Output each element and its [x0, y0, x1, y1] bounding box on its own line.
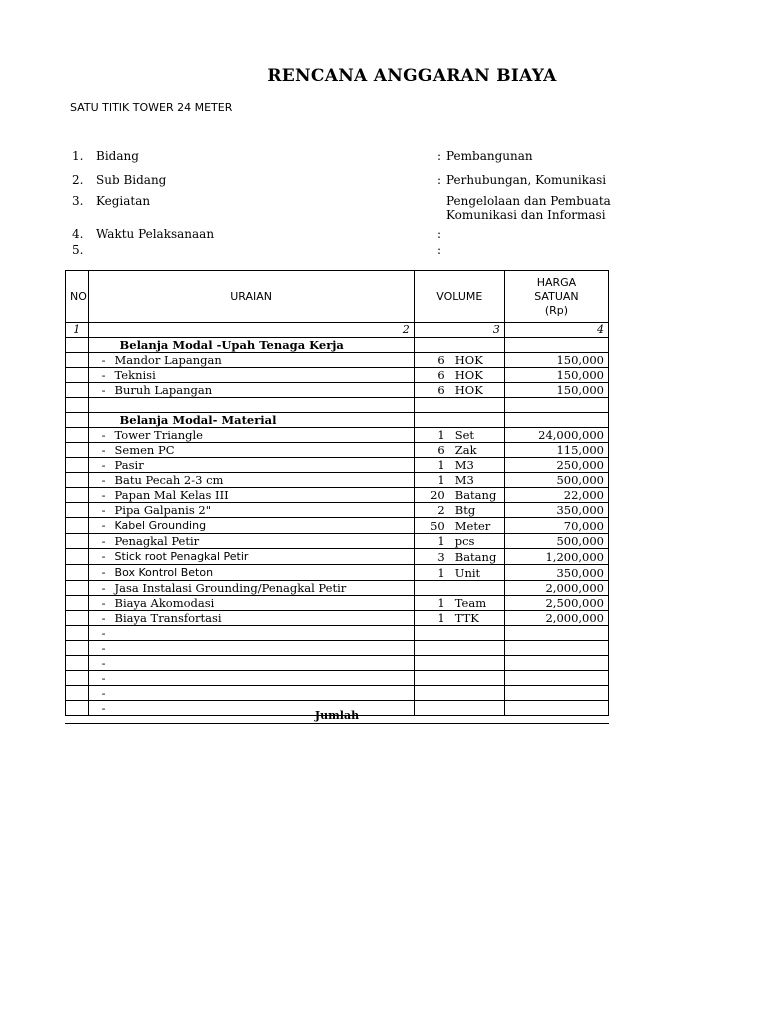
budget-table	[65, 270, 609, 716]
index-no: 1	[66, 323, 89, 338]
row-price: 500,000	[504, 534, 608, 549]
row-dash: -	[101, 581, 106, 595]
row-item: Kabel Grounding	[114, 519, 207, 532]
row-unit: HOK	[454, 383, 483, 397]
info-label: Bidang	[96, 149, 139, 163]
row-price: 115,000	[504, 443, 608, 458]
row-unit: Batang	[454, 488, 497, 502]
row-item: Biaya Akomodasi	[114, 596, 215, 610]
header-harga-satuan	[504, 271, 608, 323]
row-dash: -	[101, 518, 106, 532]
row-dash: -	[101, 549, 106, 563]
row-unit: Team	[454, 596, 487, 610]
row-item: Teknisi	[114, 368, 156, 382]
row-dash: -	[101, 611, 106, 625]
table-row	[66, 611, 609, 626]
row-dash: -	[101, 701, 106, 715]
info-number: 3.	[72, 194, 84, 208]
row-qty: 2	[437, 503, 445, 517]
row-item: Buruh Lapangan	[114, 383, 213, 397]
info-label: Kegiatan	[96, 194, 151, 208]
row-unit: Btg	[454, 503, 476, 517]
row-dash: -	[101, 473, 106, 487]
row-unit: HOK	[454, 368, 483, 382]
section-row	[66, 413, 609, 428]
info-number: 1.	[72, 149, 84, 163]
header-no: NO	[66, 271, 89, 323]
row-unit: Meter	[454, 518, 491, 533]
page-subtitle: SATU TITIK TOWER 24 METER	[70, 101, 233, 114]
table-row	[66, 368, 609, 383]
row-price: 24,000,000	[504, 428, 608, 443]
row-item: Biaya Transfortasi	[114, 611, 222, 625]
row-item: Papan Mal Kelas III	[114, 488, 229, 502]
section-label: Belanja Modal -Upah Tenaga Kerja	[88, 338, 414, 353]
total-line	[65, 723, 609, 724]
row-dash: -	[101, 458, 106, 472]
row-qty: 1	[437, 565, 445, 580]
empty-row	[66, 626, 609, 641]
row-item: Batu Pecah 2-3 cm	[114, 473, 224, 487]
section-label: Belanja Modal- Material	[88, 413, 414, 428]
row-unit: pcs	[454, 534, 475, 548]
row-price: 500,000	[504, 473, 608, 488]
table-index-row	[66, 323, 609, 338]
row-price: 350,000	[504, 503, 608, 518]
header-volume: VOLUME	[414, 271, 504, 323]
table-row	[66, 518, 609, 534]
header-harga-line2: SATUAN	[534, 289, 579, 303]
table-row	[66, 383, 609, 398]
header-harga-line1: HARGA	[536, 275, 577, 289]
table-header-row	[66, 271, 609, 323]
info-row-kegiatan	[0, 194, 768, 226]
info-row-bidang	[0, 149, 768, 165]
row-dash: -	[101, 383, 106, 397]
empty-items	[66, 626, 609, 716]
row-dash: -	[101, 596, 106, 610]
table-row	[66, 596, 609, 611]
row-item: Mandor Lapangan	[114, 353, 222, 367]
row-qty: 1	[437, 473, 445, 487]
row-qty: 1	[437, 458, 445, 472]
info-number: 4.	[72, 227, 84, 241]
row-dash: -	[101, 534, 106, 548]
row-price: 2,000,000	[504, 581, 608, 596]
row-dash: -	[101, 353, 106, 367]
row-item: Box Kontrol Beton	[114, 566, 214, 579]
row-qty: 1	[437, 611, 445, 625]
row-price: 2,500,000	[504, 596, 608, 611]
row-dash: -	[101, 428, 106, 442]
table-row	[66, 534, 609, 549]
table-row	[66, 353, 609, 368]
row-dash: -	[101, 488, 106, 502]
row-qty: 1	[437, 534, 445, 548]
row-price: 70,000	[504, 518, 608, 534]
row-qty: 20	[430, 488, 445, 502]
row-qty: 6	[437, 383, 445, 397]
info-colon: :	[437, 149, 442, 163]
row-price: 350,000	[504, 565, 608, 581]
table-row	[66, 581, 609, 596]
row-dash: -	[101, 565, 106, 579]
info-number: 2.	[72, 173, 84, 187]
row-dash: -	[101, 443, 106, 457]
info-label: Waktu Pelaksanaan	[96, 227, 215, 241]
table-row	[66, 473, 609, 488]
index-harga: 4	[504, 323, 608, 338]
row-item: Jasa Instalasi Grounding/Penagkal Petir	[114, 581, 347, 595]
spacer-row	[66, 398, 609, 413]
row-dash: -	[101, 626, 106, 640]
header-uraian: URAIAN	[88, 271, 414, 323]
row-unit: Zak	[454, 443, 477, 457]
empty-row	[66, 641, 609, 656]
info-colon: :	[437, 243, 442, 257]
table-row	[66, 565, 609, 581]
row-dash: -	[101, 368, 106, 382]
row-dash: -	[101, 686, 106, 700]
row-price: 2,000,000	[504, 611, 608, 626]
row-unit: M3	[454, 458, 474, 472]
info-row-waktu	[0, 227, 768, 243]
row-item: Pipa Galpanis 2"	[114, 503, 212, 517]
row-qty: 1	[437, 428, 445, 442]
row-qty: 3	[437, 549, 445, 564]
row-item: Semen PC	[114, 443, 175, 457]
row-dash: -	[101, 656, 106, 670]
section-row	[66, 338, 609, 353]
table-row	[66, 443, 609, 458]
row-qty: 6	[437, 443, 445, 457]
table-row	[66, 488, 609, 503]
row-price: 150,000	[504, 383, 608, 398]
row-qty: 50	[430, 518, 445, 533]
row-unit: TTK	[454, 611, 479, 625]
table-row	[66, 503, 609, 518]
info-value: Perhubungan, Komunikasi	[446, 173, 607, 187]
row-unit: Batang	[454, 549, 497, 564]
row-price: 22,000	[504, 488, 608, 503]
index-volume: 3	[414, 323, 504, 338]
info-label: Sub Bidang	[96, 173, 167, 187]
index-uraian: 2	[88, 323, 414, 338]
page-title: RENCANA ANGGARAN BIAYA	[267, 66, 557, 86]
info-value: Pembangunan	[446, 149, 533, 163]
empty-row	[66, 656, 609, 671]
row-unit: Unit	[454, 565, 481, 580]
info-value: Pengelolaan dan Pembuata	[446, 194, 611, 208]
empty-row	[66, 671, 609, 686]
empty-row	[66, 686, 609, 701]
info-value-line2: Komunikasi dan Informasi	[446, 208, 606, 222]
row-unit: Set	[454, 428, 475, 442]
row-item: Stick root Penagkal Petir	[114, 550, 249, 563]
row-price: 150,000	[504, 353, 608, 368]
row-unit: HOK	[454, 353, 483, 367]
info-row-sub-bidang	[0, 173, 768, 189]
table-row	[66, 458, 609, 473]
info-colon: :	[437, 173, 442, 187]
row-unit: M3	[454, 473, 474, 487]
material-items	[66, 428, 609, 626]
row-qty: 6	[437, 353, 445, 367]
row-price: 250,000	[504, 458, 608, 473]
header-harga-line3: (Rp)	[544, 303, 569, 317]
info-number: 5.	[72, 243, 84, 257]
row-dash: -	[101, 671, 106, 685]
row-dash: -	[101, 503, 106, 517]
row-item: Penagkal Petir	[114, 534, 200, 548]
info-row-5	[0, 243, 768, 259]
row-price: 150,000	[504, 368, 608, 383]
table-row	[66, 428, 609, 443]
labor-items	[66, 353, 609, 398]
row-price: 1,200,000	[504, 549, 608, 565]
row-item: Pasir	[114, 458, 144, 472]
row-dash: -	[101, 641, 106, 655]
info-colon: :	[437, 227, 442, 241]
total-label: Jumlah	[314, 709, 360, 722]
row-qty: 1	[437, 596, 445, 610]
table-row	[66, 549, 609, 565]
row-item: Tower Triangle	[114, 428, 203, 442]
row-qty: 6	[437, 368, 445, 382]
